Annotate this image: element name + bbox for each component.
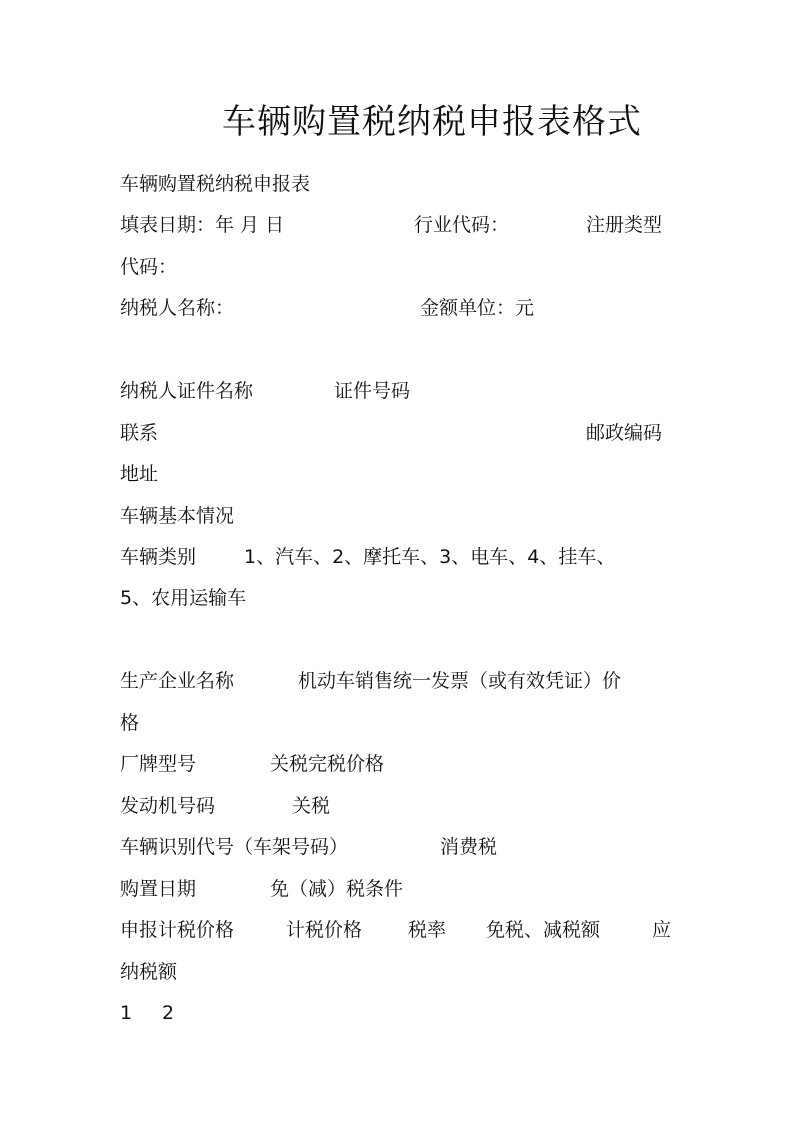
consumption-tax-label: 消费税: [440, 836, 498, 858]
vehicle-section-line: [120, 502, 680, 530]
tax-table-column-header: 应: [652, 919, 672, 941]
purchase-date-label: 购置日期: [120, 878, 197, 900]
id-number-label: 证件号码: [334, 380, 411, 402]
customs-dutiable-price-label: 关税完税价格: [270, 753, 385, 775]
address-label: 地址: [120, 463, 159, 485]
row-number: 2: [162, 1002, 175, 1024]
taxpayer-id-name-label: 纳税人证件名称: [120, 380, 254, 402]
tax-table-column-header-continued: 纳税额: [120, 961, 178, 983]
tax-table-column-header: 税率: [408, 919, 447, 941]
row-number: 1: [120, 1002, 133, 1024]
invoice-price-label-continued: 格: [120, 712, 140, 734]
brand-model-label: 厂牌型号: [120, 753, 197, 775]
tax-table-header-line-2: [120, 958, 680, 986]
header-line-1: [120, 211, 680, 239]
header-line-2: [120, 253, 680, 281]
vehicle-category-line-2: [120, 584, 680, 612]
registration-type-code-label: 代码：: [120, 256, 178, 278]
manufacturer-line: [120, 667, 680, 695]
customs-duty-label: 关税: [292, 795, 331, 817]
vin-label: 车辆识别代号（车架号码）: [120, 836, 349, 858]
industry-code-label: 行业代码：: [414, 214, 510, 236]
amount-unit-label: 金额单位：元: [420, 297, 535, 319]
postal-code-label: 邮政编码: [586, 422, 663, 444]
exemption-conditions-label: 免（减）税条件: [270, 878, 404, 900]
tax-table-column-header: 计税价格: [286, 919, 363, 941]
tax-table-row-numbers: [120, 999, 680, 1027]
engine-number-label: 发动机号码: [120, 795, 216, 817]
contact-line: [120, 419, 680, 447]
vehicle-section-title: 车辆基本情况: [120, 505, 235, 527]
vehicle-category-options: 1、汽车、2、摩托车、3、电车、4、挂车、: [244, 546, 616, 568]
registration-type-label: 注册类型: [586, 214, 663, 236]
header-line-3: [120, 294, 680, 322]
taxpayer-id-line: [120, 377, 680, 405]
form-subtitle-line: [120, 170, 680, 198]
fill-date-label: 填表日期：年 月 日: [120, 214, 285, 236]
tax-table-column-header: 免税、减税额: [486, 919, 601, 941]
purchase-date-line: [120, 875, 680, 903]
form-subtitle: 车辆购置税纳税申报表: [120, 173, 311, 195]
vehicle-category-line: [120, 543, 680, 571]
contact-label: 联系: [120, 422, 159, 444]
engine-number-line: [120, 792, 680, 820]
vehicle-category-label: 车辆类别: [120, 546, 197, 568]
invoice-price-line-2: [120, 709, 680, 737]
document-title: 车辆购置税纳税申报表格式: [222, 102, 642, 142]
brand-model-line: [120, 750, 680, 778]
invoice-price-label: 机动车销售统一发票（或有效凭证）价: [298, 670, 622, 692]
taxpayer-name-label: 纳税人名称：: [120, 297, 235, 319]
vehicle-category-options-continued: 5、农用运输车: [120, 587, 247, 609]
tax-table-header-line: [120, 916, 680, 944]
vin-line: [120, 833, 680, 861]
manufacturer-label: 生产企业名称: [120, 670, 235, 692]
tax-table-column-header: 申报计税价格: [120, 919, 235, 941]
address-line: [120, 460, 680, 488]
